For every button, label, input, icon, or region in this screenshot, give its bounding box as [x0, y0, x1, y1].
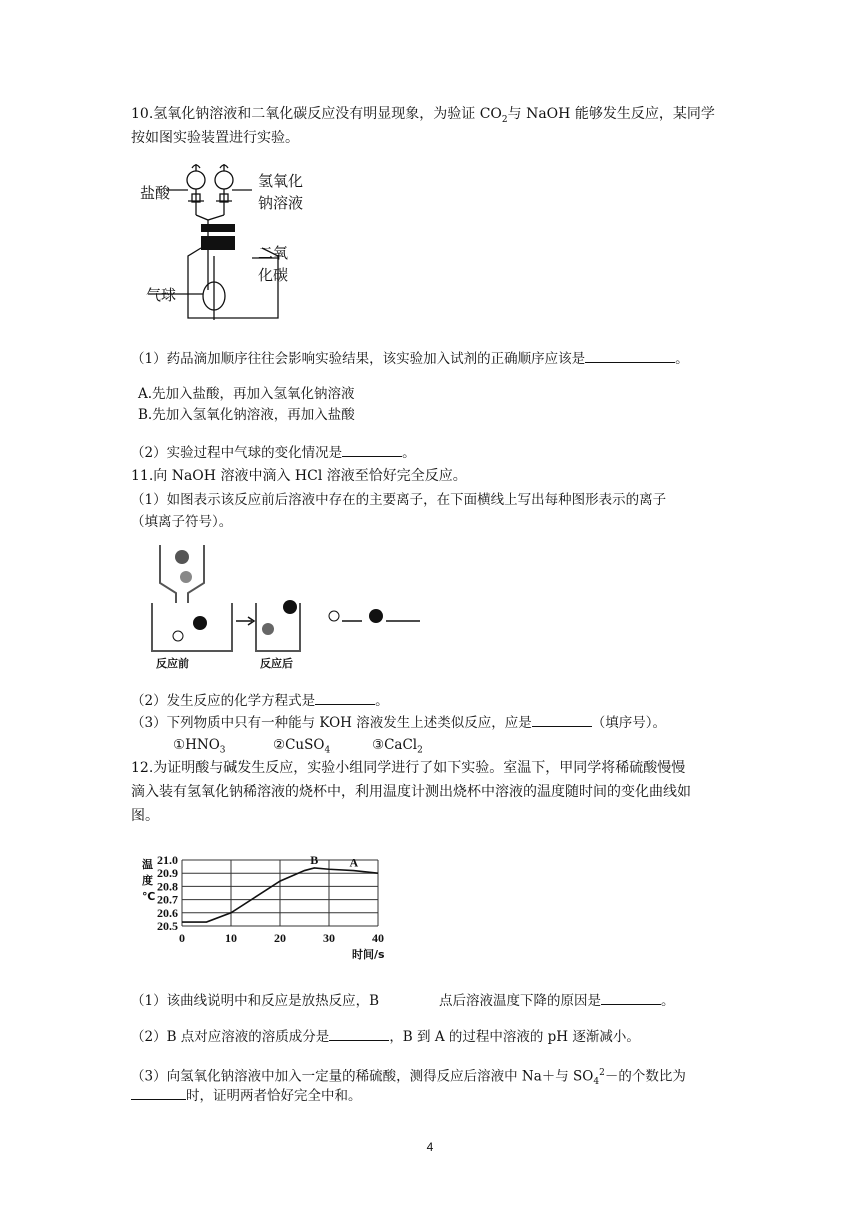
y-axis-label-1: 温 — [142, 858, 153, 871]
temperature-chart — [138, 848, 398, 964]
y-tick-label: 20.6 — [157, 905, 178, 920]
q11-opt1: $①HNO_3$ — [173, 737, 226, 756]
annotation-B: B — [310, 852, 319, 867]
y-tick-label: 20.7 — [157, 892, 178, 907]
label-naoh-1: 氢氧化 — [258, 172, 304, 190]
x-tick-label: 10 — [225, 931, 237, 945]
label-co2-2: 化碳 — [258, 266, 289, 284]
x-tick-label: 40 — [372, 931, 384, 945]
q11-opt2: ②CuSO$_4$ — [273, 737, 331, 756]
page-number: 4 — [426, 1140, 434, 1154]
q10-sub2: （2）实验过程中气球的变化情况是 。 — [131, 442, 416, 463]
x-axis-label: 时间/s — [352, 948, 385, 961]
q10-apparatus-figure — [138, 160, 310, 330]
q12-sub2: （2）B 点对应溶液的溶质成分是 ，B 到 A 的过程中溶液的 pH 逐渐减小。 — [131, 1026, 640, 1047]
y-tick-label: 21.0 — [157, 853, 178, 867]
q10-stem-line1: 10.氢氧化钠溶液和二氧化碳反应没有明显现象，为验证 $CO_2$与 NaOH 能够发生反应，某同学 — [131, 106, 715, 125]
q10-option-b: B.先加入氢氧化钠溶液，再加入盐酸 — [138, 407, 355, 423]
y-tick-label: 20.5 — [157, 919, 178, 933]
q10-sub1: （1）药品滴加顺序往往会影响实验结果，该实验加入试剂的正确顺序应该是 。 — [131, 348, 689, 369]
q10-stem-line2: 按如图实验装置进行实验。 — [131, 130, 299, 146]
y-axis-label-3: ℃ — [142, 890, 156, 903]
label-co2-1: 二氧 — [258, 244, 289, 262]
x-tick-label: 0 — [179, 931, 185, 945]
x-tick-label: 30 — [323, 931, 335, 945]
label-naoh-2: 钠溶液 — [258, 194, 304, 212]
label-balloon: 气球 — [146, 286, 177, 304]
y-tick-label: 20.9 — [157, 866, 178, 881]
q12-sub1: （1）该曲线说明中和反应是放热反应，B 点后溶液温度下降的原因是 。 — [131, 990, 675, 1011]
q10-option-a: A.先加入盐酸，再加入氢氧化钠溶液 — [138, 386, 355, 402]
annotation-A: A — [349, 855, 359, 870]
label-before: 反应前 — [156, 657, 189, 670]
label-after: 反应后 — [260, 657, 293, 670]
y-axis-label-2: 度 — [142, 874, 153, 887]
q12-stem-line3: 图。 — [131, 808, 159, 824]
q11-ion-figure — [148, 543, 438, 673]
q11-sub2: （2）发生反应的化学方程式是 。 — [131, 690, 389, 711]
q11-stem: 11.向 NaOH 溶液中滴入 HCl 溶液至恰好完全反应。 — [131, 468, 467, 484]
q12-sub3-line2: 时，证明两者恰好完全中和。 — [131, 1085, 362, 1106]
label-hcl: 盐酸 — [140, 184, 171, 202]
q11-sub1-line1: （1）如图表示该反应前后溶液中存在的主要离子，在下面横线上写出每种图形表示的离子 — [131, 492, 667, 508]
y-tick-label: 20.8 — [157, 879, 178, 894]
q12-sub3-line1: （3）向氢氧化钠溶液中加入一定量的稀硫酸，测得反应后溶液中 Na＋与 $SO_4^2-$的个数比为 — [131, 1068, 686, 1088]
q11-opt3: ③CaCl$_2$ — [372, 737, 423, 756]
q12-stem-line1: 12.为证明酸与碱发生反应，实验小组同学进行了如下实验。室温下，甲同学将稀硫酸慢慢 — [131, 760, 686, 776]
q11-sub1-line2: （填离子符号）。 — [131, 514, 233, 530]
x-tick-label: 20 — [274, 931, 286, 945]
q11-sub3: （3）下列物质中只有一种能与 KOH 溶液发生上述类似反应，应是 （填序号）。 — [131, 712, 666, 733]
q12-stem-line2: 滴入装有氢氧化钠稀溶液的烧杯中，利用温度计测出烧杯中溶液的温度随时间的变化曲线如 — [131, 784, 691, 800]
